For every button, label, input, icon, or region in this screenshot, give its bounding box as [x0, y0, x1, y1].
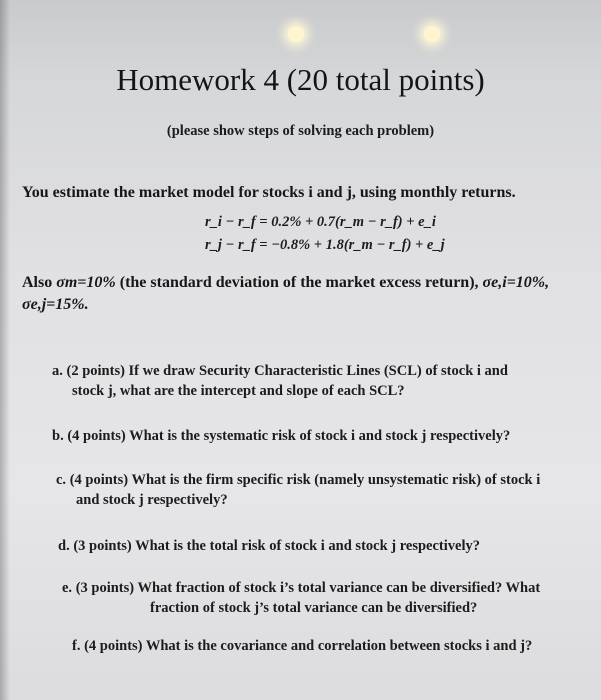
question-label: e. [62, 580, 73, 596]
given-values-paragraph [22, 272, 577, 316]
question-text: (4 points) What is the systematic risk of stock i and stock j respectively? [67, 428, 511, 444]
question-f [72, 636, 572, 656]
market-model-equation-j: r_j − r_f = −0.8% + 1.8(r_m − r_f) + e_j [205, 237, 445, 253]
ceiling-light-reflection [288, 26, 304, 42]
page-subtitle: (please show steps of solving each problem) [166, 123, 435, 139]
sigma-m-value: σm=10% [56, 274, 116, 291]
question-b [52, 426, 572, 446]
question-d [58, 536, 558, 556]
question-text-continued: stock j, what are the intercept and slope of each SCL? [72, 383, 405, 399]
question-text: (3 points) What fraction of stock i’s total variance can be diversified? What [75, 580, 541, 596]
question-text: (4 points) What is the firm specific risk (namely unsystematic risk) of stock i [69, 472, 541, 488]
question-text: (2 points) If we draw Security Characteristic Lines (SCL) of stock i and [66, 363, 508, 379]
page-title: Homework 4 (20 total points) [116, 62, 485, 97]
sigma-ej-value: σe,j=15%. [22, 296, 89, 313]
intro-paragraph: You estimate the market model for stocks i and j, using monthly returns. [22, 184, 516, 201]
market-model-equation-i: r_i − r_f = 0.2% + 0.7(r_m − r_f) + e_i [205, 214, 436, 230]
also-prefix: Also [22, 274, 53, 291]
question-label: d. [58, 538, 70, 554]
also-mid-text: (the standard deviation of the market excess return), [119, 274, 479, 291]
question-text-continued: and stock j respectively? [76, 492, 228, 508]
question-a [52, 361, 552, 401]
sigma-ei-value: σe,i=10%, [482, 274, 550, 291]
question-text: (4 points) What is the covariance and correlation between stocks i and j? [84, 638, 533, 654]
page-edge-shadow [0, 0, 10, 700]
question-label: c. [56, 472, 67, 488]
ceiling-light-reflection [424, 26, 440, 42]
question-text: (3 points) What is the total risk of stock i and stock j respectively? [73, 538, 480, 554]
question-label: b. [52, 428, 64, 444]
question-c [56, 470, 576, 510]
question-e [62, 578, 562, 618]
question-label: f. [72, 638, 81, 654]
question-text-continued: fraction of stock j’s total variance can be diversified? [150, 600, 478, 616]
question-label: a. [52, 363, 63, 379]
